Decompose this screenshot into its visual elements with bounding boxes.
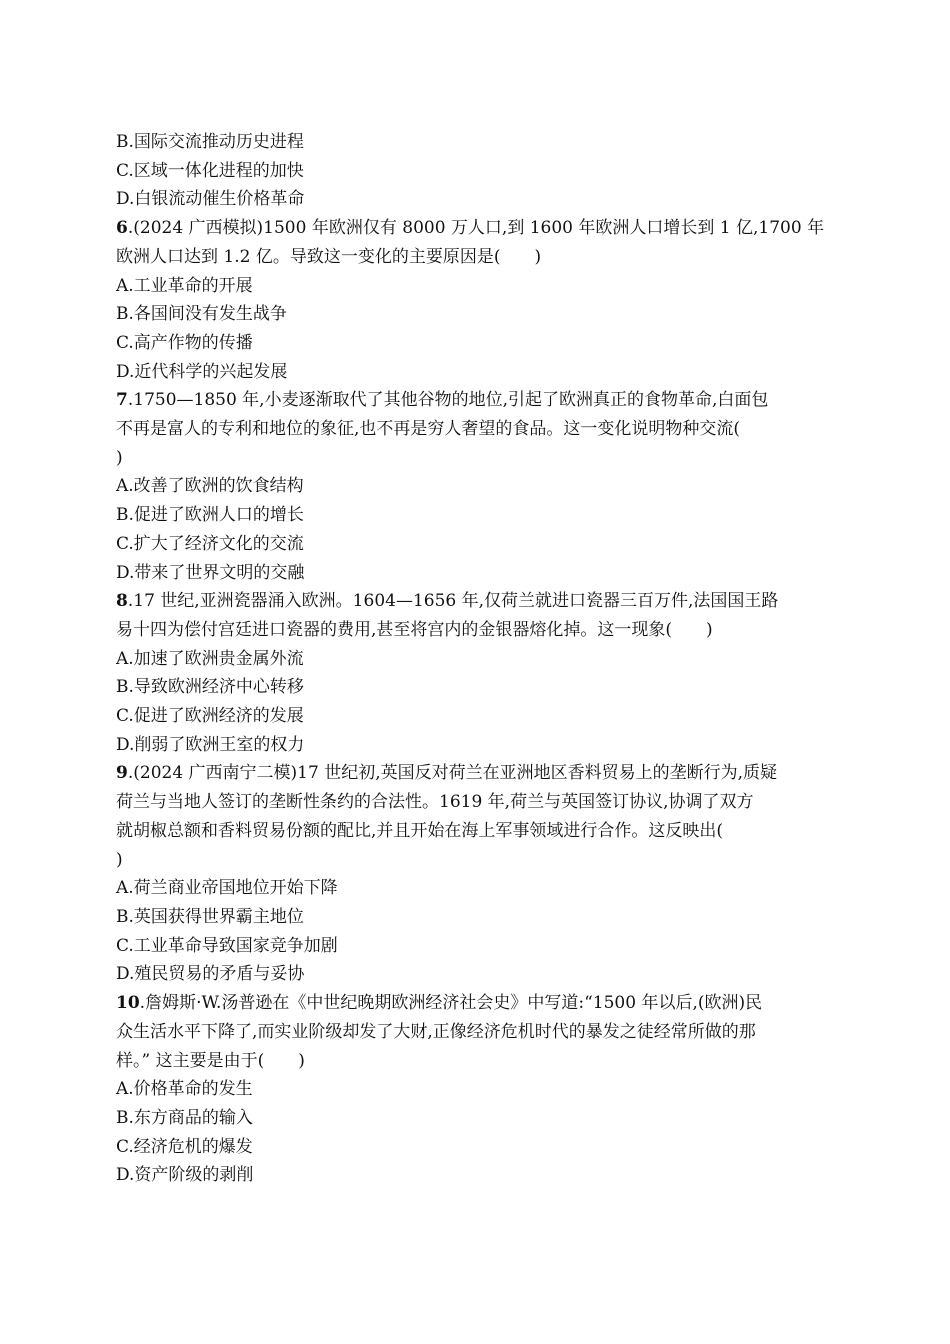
option-c: C.工业革命导致国家竞争加剧	[116, 935, 338, 956]
question-stem-line: 不再是富人的专利和地位的象征,也不再是穷人奢望的食品。这一变化说明物种交流(	[116, 419, 741, 440]
question-8	[116, 587, 836, 759]
option-c: C.促进了欧洲经济的发展	[116, 706, 304, 727]
option-a: A.价格革命的发生	[116, 1079, 253, 1100]
question-10	[116, 989, 836, 1190]
option-c: C.经济危机的爆发	[116, 1136, 253, 1157]
question-stem-line: 欧洲人口达到 1.2 亿。导致这一变化的主要原因是( )	[116, 246, 542, 267]
option-d: D.殖民贸易的矛盾与妥协	[116, 964, 305, 985]
question-9	[116, 759, 836, 989]
option-a: A.工业革命的开展	[116, 275, 253, 296]
question-6	[116, 214, 836, 386]
question-stem-line: 9.(2024 广西南宁二模)17 世纪初,英国反对荷兰在亚洲地区香料贸易上的垄断行为,质疑	[116, 763, 778, 784]
option-a: A.加速了欧洲贵金属外流	[116, 648, 304, 669]
option-b: B.东方商品的输入	[116, 1107, 253, 1128]
option-d: D.削弱了欧洲王室的权力	[116, 734, 305, 755]
question-number: 8	[116, 591, 128, 612]
option-a: A.荷兰商业帝国地位开始下降	[116, 878, 338, 899]
question-stem-line: 8.17 世纪,亚洲瓷器涌入欧洲。1604—1656 年,仅荷兰就进口瓷器三百万件,法国国王路	[116, 591, 779, 612]
question-stem-line: 7.1750—1850 年,小麦逐渐取代了其他谷物的地位,引起了欧洲真正的食物革命,白面包	[116, 390, 769, 411]
question-stem-line: 易十四为偿付宫廷进口瓷器的费用,甚至将宫内的金银器熔化掉。这一现象( )	[116, 619, 713, 640]
option-b: B.导致欧洲经济中心转移	[116, 677, 304, 698]
option-a: A.改善了欧洲的饮食结构	[116, 476, 304, 497]
question-number: 7	[116, 390, 128, 411]
option-d: D.资产阶级的剥削	[116, 1165, 254, 1186]
previous-question-options	[116, 128, 836, 214]
question-number: 9	[116, 763, 128, 784]
question-stem-line: 样。” 这主要是由于( )	[116, 1050, 305, 1071]
option-b: B.促进了欧洲人口的增长	[116, 505, 304, 526]
question-stem-line: 6.(2024 广西模拟)1500 年欧洲仅有 8000 万人口,到 1600 年欧洲人口增长到 1 亿,1700 年	[116, 218, 825, 239]
option-b: B.英国获得世界霸主地位	[116, 906, 304, 927]
question-stem-line: 10.詹姆斯·W.汤普逊在《中世纪晚期欧洲经济社会史》中写道:“1500 年以后,(欧洲)民	[116, 993, 763, 1014]
option-c: C.扩大了经济文化的交流	[116, 533, 304, 554]
question-stem-line: 众生活水平下降了,而实业阶级却发了大财,正像经济危机时代的暴发之徒经常所做的那	[116, 1021, 756, 1042]
question-number: 6	[116, 218, 128, 239]
question-stem-line: )	[116, 447, 123, 468]
option-c: C.高产作物的传播	[116, 332, 253, 353]
question-number: 10	[116, 993, 140, 1014]
option-d: D.白银流动催生价格革命	[116, 189, 305, 210]
option-c: C.区域一体化进程的加快	[116, 160, 304, 181]
question-7	[116, 386, 836, 587]
option-d: D.带来了世界文明的交融	[116, 562, 305, 583]
question-stem-line: 就胡椒总额和香料贸易份额的配比,并且开始在海上军事领域进行合作。这反映出(	[116, 820, 724, 841]
question-stem-line: 荷兰与当地人签订的垄断性条约的合法性。1619 年,荷兰与英国签订协议,协调了双方	[116, 792, 754, 813]
option-b: B.各国间没有发生战争	[116, 304, 287, 325]
option-b: B.国际交流推动历史进程	[116, 132, 304, 152]
exam-page	[116, 128, 836, 1190]
question-stem-line: )	[116, 849, 123, 870]
option-d: D.近代科学的兴起发展	[116, 361, 288, 382]
